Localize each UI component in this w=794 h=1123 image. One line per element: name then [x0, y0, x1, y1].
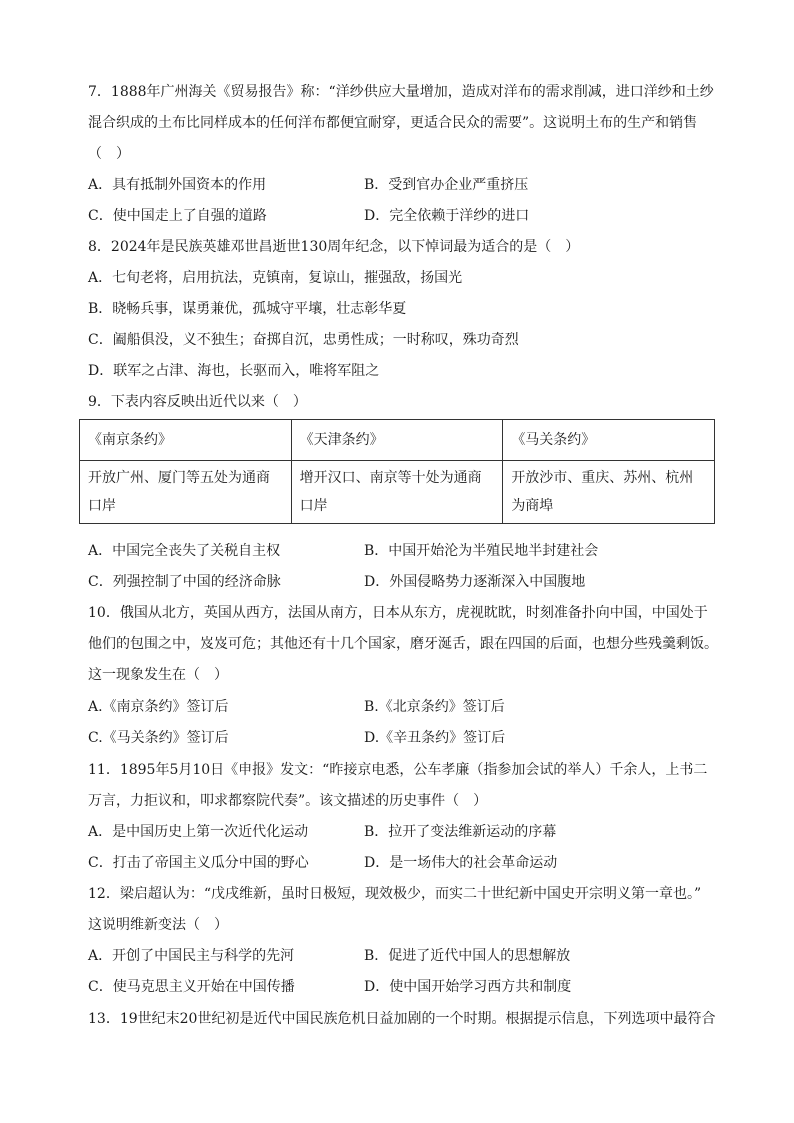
- q12-option-d: D．使中国开始学习西方共和制度: [364, 979, 572, 995]
- q11-stem-line-2: 万言，力拒议和，叩求都察院代奏”。该文描述的历史事件（ ）: [88, 793, 488, 809]
- q11-option-b: B．拉开了变法维新运动的序幕: [364, 824, 557, 840]
- q10-stem-line-3: 这一现象发生在（ ）: [88, 667, 228, 683]
- q12-option-a: A．开创了中国民主与科学的先河: [88, 948, 295, 964]
- q11-stem-line-1: 11．1895年5月10日《申报》发文：“昨接京电悉，公车孝廉（指参加会试的举人）千余人，上书二: [88, 762, 708, 778]
- table-cell-tianjin: 增开汉口、南京等十处为通商口岸: [291, 461, 503, 524]
- q7-option-b: B．受到官办企业严重挤压: [364, 177, 529, 193]
- table-header-maguan: 《马关条约》: [503, 420, 715, 461]
- q8-stem-line-1: 8．2024年是民族英雄邓世昌逝世130周年纪念，以下悼词最为适合的是（ ）: [88, 239, 580, 255]
- q7-stem-line-3: （ ）: [88, 146, 130, 162]
- q11-option-a: A．是中国历史上第一次近代化运动: [88, 824, 309, 840]
- q12-stem-line-2: 这说明维新变法（ ）: [88, 917, 228, 933]
- q9-option-d: D．外国侵略势力逐渐深入中国腹地: [364, 574, 586, 590]
- q7-stem-line-1: 7．1888年广州海关《贸易报告》称：“洋纱供应大量增加，造成对洋布的需求削减，进口洋纱和土纱: [88, 84, 714, 100]
- q8-option-b: B．晓畅兵事，谋勇兼优，孤城守平壤，壮志彰华夏: [88, 301, 407, 317]
- q10-stem-line-1: 10．俄国从北方，英国从西方，法国从南方，日本从东方，虎视眈眈，时刻准备扑向中国，中国处于: [88, 605, 708, 621]
- table-cell-nanjing: 开放广州、厦门等五处为通商口岸: [80, 461, 292, 524]
- q7-option-a: A．具有抵制外国资本的作用: [88, 177, 267, 193]
- q11-option-d: D．是一场伟大的社会革命运动: [364, 855, 558, 871]
- q12-stem-line-1: 12．梁启超认为：“戊戌维新，虽时日极短，现效极少，而实二十世纪新中国史开宗明义第一章也。”: [88, 886, 702, 902]
- q11-option-c: C．打击了帝国主义瓜分中国的野心: [88, 855, 309, 871]
- q7-stem-line-2: 混合织成的土布比同样成本的任何洋布都便宜耐穿，更适合民众的需要”。这说明土布的生产和销售: [88, 115, 698, 131]
- q9-option-a: A．中国完全丧失了关税自主权: [88, 543, 281, 559]
- q8-option-c: C．阖船俱没，义不独生；奋掷自沉，忠勇性成；一时称叹，殊功奇烈: [88, 332, 519, 348]
- q10-option-b: B.《北京条约》签订后: [364, 699, 505, 715]
- q10-option-d: D.《辛丑条约》签订后: [364, 730, 506, 746]
- q12-option-b: B．促进了近代中国人的思想解放: [364, 948, 571, 964]
- q9-option-b: B．中国开始沦为半殖民地半封建社会: [364, 543, 599, 559]
- q8-option-a: A．七旬老将，启用抗法，克镇南，复谅山，摧强敌，扬国光: [88, 270, 463, 286]
- treaty-table: [79, 419, 715, 524]
- q10-option-a: A.《南京条约》签订后: [88, 699, 229, 715]
- q8-option-d: D．联军之占津、海也，长驱而入，唯将军阻之: [88, 363, 380, 379]
- q7-option-d: D．完全依赖于洋纱的进口: [364, 208, 530, 224]
- q9-option-c: C．列强控制了中国的经济命脉: [88, 574, 281, 590]
- table-header-nanjing: 《南京条约》: [80, 420, 292, 461]
- q12-option-c: C．使马克思主义开始在中国传播: [88, 979, 295, 995]
- q13-stem-line-1: 13．19世纪末20世纪初是近代中国民族危机日益加剧的一个时期。根据提示信息，下列选项中最符合: [88, 1011, 716, 1027]
- table-header-tianjin: 《天津条约》: [291, 420, 503, 461]
- q10-stem-line-2: 他们的包围之中，岌岌可危；其他还有十几个国家，磨牙涎舌，跟在四国的后面，也想分些残羹剩饭。: [88, 636, 718, 652]
- table-cell-maguan: 开放沙市、重庆、苏州、杭州为商埠: [503, 461, 715, 524]
- q9-stem-line-1: 9．下表内容反映出近代以来（ ）: [88, 394, 307, 410]
- q7-option-c: C．使中国走上了自强的道路: [88, 208, 267, 224]
- q10-option-c: C.《马关条约》签订后: [88, 730, 229, 746]
